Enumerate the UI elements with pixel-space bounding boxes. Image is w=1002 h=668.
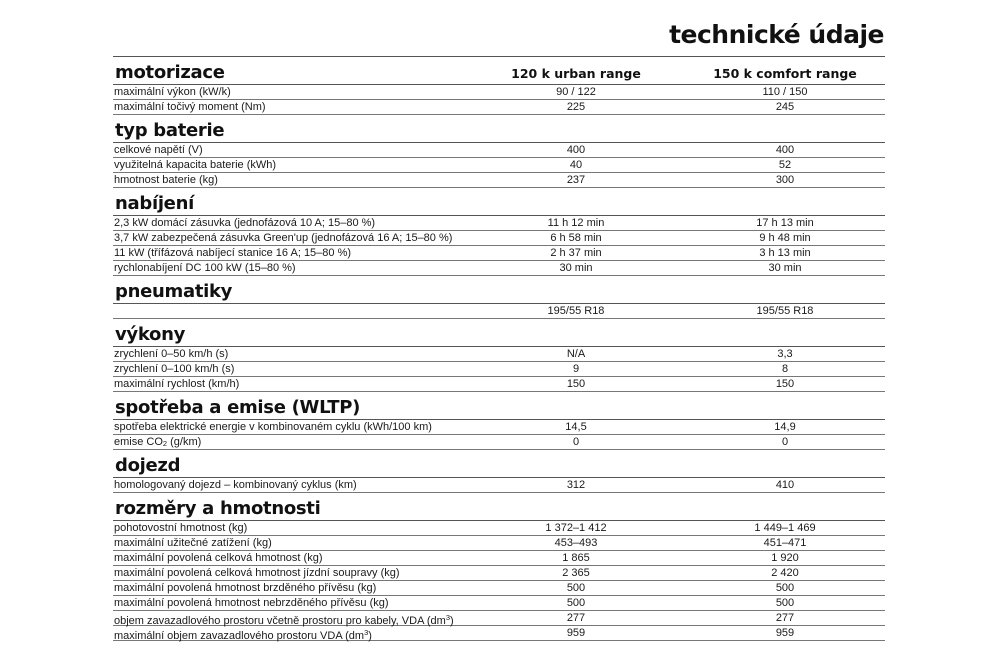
row-label: celkové napětí (V) bbox=[114, 144, 203, 156]
row-label-unit: ) bbox=[449, 615, 454, 627]
value-120k: 500 bbox=[566, 582, 586, 594]
value-150k: 410 bbox=[775, 479, 795, 491]
section-header bbox=[113, 57, 885, 85]
value-120k: 150 bbox=[566, 378, 586, 390]
value-120k: 1 865 bbox=[562, 552, 590, 564]
section-header bbox=[113, 392, 885, 420]
value-150k: 451–471 bbox=[763, 537, 807, 549]
row-label-unit: ) bbox=[368, 630, 372, 642]
section-title: dojezd bbox=[115, 455, 181, 476]
value-150k: 500 bbox=[775, 582, 795, 594]
row-label: hmotnost baterie (kg) bbox=[114, 174, 218, 186]
row-label: spotřeba elektrické energie v kombinovaném cyklu (kWh/100 km) bbox=[114, 421, 432, 433]
row-label: maximální povolená celková hmotnost (kg) bbox=[114, 552, 323, 564]
table-row bbox=[113, 551, 885, 566]
value-150k: 3,3 bbox=[777, 348, 793, 360]
section-header bbox=[113, 319, 885, 347]
row-label: rychlonabíjení DC 100 kW (15–80 %) bbox=[114, 262, 296, 274]
section-header bbox=[113, 276, 885, 304]
table-row bbox=[113, 626, 885, 641]
table-row bbox=[113, 85, 885, 100]
value-120k: 237 bbox=[566, 174, 586, 186]
row-label: maximální rychlost (km/h) bbox=[114, 378, 240, 390]
value-120k: 40 bbox=[569, 159, 583, 171]
table-row bbox=[113, 246, 885, 261]
value-150k: 400 bbox=[775, 144, 795, 156]
value-120k: 11 h 12 min bbox=[547, 217, 605, 229]
value-120k: 6 h 58 min bbox=[550, 232, 602, 244]
value-150k: 1 920 bbox=[771, 552, 799, 564]
section-header bbox=[113, 115, 885, 143]
row-label-text: emise CO bbox=[114, 436, 163, 448]
page-title: technické údaje bbox=[669, 20, 884, 49]
value-150k: 150 bbox=[775, 378, 795, 390]
value-150k: 300 bbox=[775, 174, 795, 186]
row-label-text: objem zavazadlového prostoru včetně prostoru pro kabely, VDA (dm bbox=[114, 615, 446, 627]
value-120k: 400 bbox=[566, 144, 586, 156]
section-title: pneumatiky bbox=[115, 281, 233, 302]
value-120k: 959 bbox=[566, 627, 586, 639]
row-label bbox=[114, 626, 372, 643]
section-header bbox=[113, 450, 885, 478]
row-label-unit: (g/km) bbox=[167, 436, 202, 448]
value-120k: 14,5 bbox=[565, 421, 587, 433]
section-title: nabíjení bbox=[115, 193, 194, 214]
row-label: maximální výkon (kW/k) bbox=[114, 86, 231, 98]
section-header bbox=[113, 493, 885, 521]
superscript: 3 bbox=[445, 613, 450, 622]
table-row bbox=[113, 216, 885, 231]
table-row bbox=[113, 581, 885, 596]
table-row bbox=[113, 173, 885, 188]
value-150k: 110 / 150 bbox=[762, 86, 808, 98]
table-row bbox=[113, 143, 885, 158]
table-row bbox=[113, 100, 885, 115]
value-120k: 195/55 R18 bbox=[547, 305, 605, 317]
table-row bbox=[113, 566, 885, 581]
value-150k: 17 h 13 min bbox=[756, 217, 814, 229]
column-header-120k: 120 k urban range bbox=[511, 66, 641, 81]
table-row bbox=[113, 420, 885, 435]
value-150k: 195/55 R18 bbox=[756, 305, 814, 317]
value-120k: 2 h 37 min bbox=[550, 247, 602, 259]
table-row bbox=[113, 536, 885, 551]
table-row bbox=[113, 231, 885, 246]
row-label: 11 kW (třífázová nabíjecí stanice 16 A; 15–80 %) bbox=[114, 247, 352, 259]
value-120k: 277 bbox=[566, 612, 586, 624]
value-150k: 14,9 bbox=[774, 421, 796, 433]
row-label: maximální užitečné zatížení (kg) bbox=[114, 537, 272, 549]
row-label: pohotovostní hmotnost (kg) bbox=[114, 522, 248, 534]
value-120k: 90 / 122 bbox=[556, 86, 596, 98]
value-150k: 277 bbox=[775, 612, 795, 624]
section-title: výkony bbox=[115, 324, 186, 345]
table-row bbox=[113, 596, 885, 611]
table-row bbox=[113, 377, 885, 392]
value-120k: 9 bbox=[572, 363, 580, 375]
table-row bbox=[113, 435, 885, 450]
value-150k: 500 bbox=[775, 597, 795, 609]
value-150k: 959 bbox=[775, 627, 795, 639]
value-150k: 9 h 48 min bbox=[759, 232, 811, 244]
value-120k: 453–493 bbox=[554, 537, 598, 549]
value-150k: 0 bbox=[781, 436, 789, 448]
value-150k: 2 420 bbox=[771, 567, 799, 579]
table-row bbox=[113, 521, 885, 536]
spec-table bbox=[113, 57, 885, 641]
table-row bbox=[113, 347, 885, 362]
section-header bbox=[113, 188, 885, 216]
table-row bbox=[113, 478, 885, 493]
value-120k: 30 min bbox=[559, 262, 593, 274]
row-label: maximální povolená hmotnost brzděného přívěsu (kg) bbox=[114, 582, 377, 594]
row-label: 3,7 kW zabezpečená zásuvka Green'up (jednofázová 16 A; 15–80 %) bbox=[114, 232, 453, 244]
table-row bbox=[113, 158, 885, 173]
value-120k: 1 372–1 412 bbox=[545, 522, 607, 534]
value-150k: 245 bbox=[775, 101, 795, 113]
column-header-150k: 150 k comfort range bbox=[713, 66, 857, 81]
table-row bbox=[113, 261, 885, 276]
row-label: maximální točivý moment (Nm) bbox=[114, 101, 266, 113]
section-title: spotřeba a emise (WLTP) bbox=[115, 397, 361, 418]
row-label-text: maximální objem zavazadlového prostoru VDA (dm bbox=[114, 630, 365, 642]
superscript: 3 bbox=[364, 628, 369, 637]
value-120k: 2 365 bbox=[562, 567, 590, 579]
value-120k: 225 bbox=[566, 101, 586, 113]
row-label: zrychlení 0–50 km/h (s) bbox=[114, 348, 229, 360]
section-title: typ baterie bbox=[115, 120, 225, 141]
value-150k: 1 449–1 469 bbox=[754, 522, 816, 534]
row-label bbox=[114, 435, 201, 451]
value-150k: 52 bbox=[778, 159, 792, 171]
row-label: zrychlení 0–100 km/h (s) bbox=[114, 363, 235, 375]
table-row bbox=[113, 362, 885, 377]
row-label: maximální povolená celková hmotnost jízdní soupravy (kg) bbox=[114, 567, 400, 579]
value-150k: 30 min bbox=[768, 262, 802, 274]
value-150k: 8 bbox=[781, 363, 789, 375]
subscript: 2 bbox=[162, 439, 168, 448]
row-label: maximální povolená hmotnost nebrzděného přívěsu (kg) bbox=[114, 597, 389, 609]
value-120k: 0 bbox=[572, 436, 580, 448]
section-title: rozměry a hmotnosti bbox=[115, 498, 321, 519]
section-title: motorizace bbox=[115, 62, 225, 83]
value-150k: 3 h 13 min bbox=[759, 247, 811, 259]
row-label: 2,3 kW domácí zásuvka (jednofázová 10 A; 15–80 %) bbox=[114, 217, 376, 229]
value-120k: N/A bbox=[566, 348, 586, 360]
value-120k: 312 bbox=[566, 479, 586, 491]
table-row bbox=[113, 611, 885, 626]
row-label: využitelná kapacita baterie (kWh) bbox=[114, 159, 277, 171]
table-row bbox=[113, 304, 885, 319]
row-label: homologovaný dojezd – kombinovaný cyklus (km) bbox=[114, 479, 357, 491]
value-120k: 500 bbox=[566, 597, 586, 609]
